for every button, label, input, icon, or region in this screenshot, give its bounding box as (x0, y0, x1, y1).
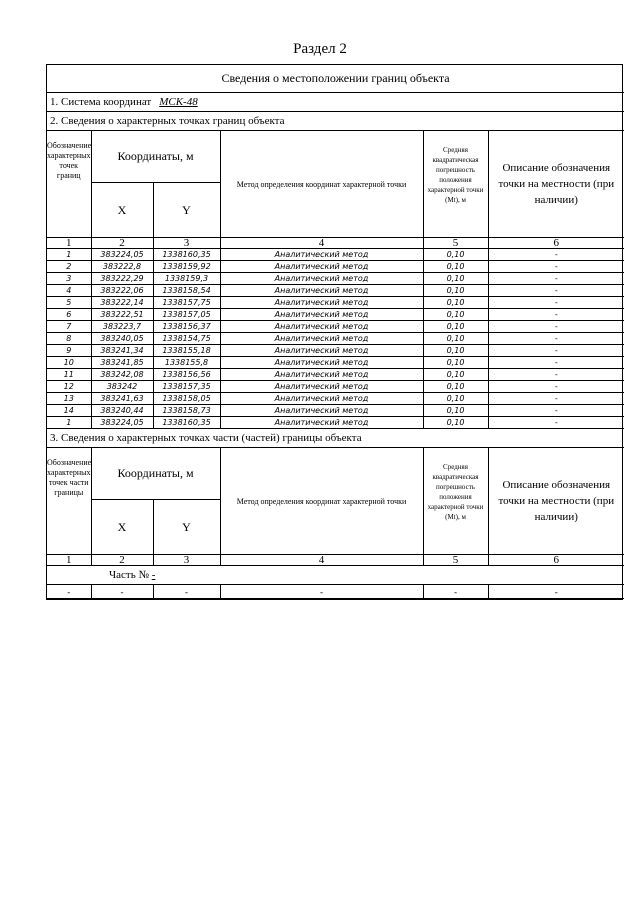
point-description: - (488, 345, 624, 357)
part-method-header: Метод определения координат характерной точки (220, 448, 423, 555)
point-x: 383222,51 (91, 309, 153, 321)
point-number: 8 (47, 333, 91, 345)
part-line (47, 566, 624, 585)
point-method: Аналитический метод (220, 417, 423, 429)
point-x: 383241,85 (91, 357, 153, 369)
column-number: 4 (220, 555, 423, 566)
table-row (47, 261, 624, 273)
error-header: Средняя квадратическая погрешность положения характерной точки (Mt), м (423, 131, 488, 238)
part-cell: - (153, 585, 220, 599)
point-description: - (488, 285, 624, 297)
point-y: 1338157,05 (153, 309, 220, 321)
y-header: Y (153, 183, 220, 238)
column-number: 4 (220, 238, 423, 249)
point-number: 13 (47, 393, 91, 405)
boundary-table-frame (46, 64, 623, 600)
point-x: 383240,05 (91, 333, 153, 345)
point-error: 0,10 (423, 405, 488, 417)
point-error: 0,10 (423, 321, 488, 333)
point-description: - (488, 357, 624, 369)
point-number: 11 (47, 369, 91, 381)
point-method: Аналитический метод (220, 249, 423, 261)
point-error: 0,10 (423, 357, 488, 369)
point-x: 383222,8 (91, 261, 153, 273)
point-number: 6 (47, 309, 91, 321)
part-coordinates-header: Координаты, м (91, 448, 220, 500)
point-error: 0,10 (423, 345, 488, 357)
point-method: Аналитический метод (220, 381, 423, 393)
table-row (47, 321, 624, 333)
column-number: 1 (47, 555, 91, 566)
part-label: Часть № (109, 569, 149, 581)
table-row (47, 381, 624, 393)
point-method: Аналитический метод (220, 309, 423, 321)
table-row (47, 249, 624, 261)
coord-system-label: 1. Система координат (50, 96, 152, 108)
point-description: - (488, 369, 624, 381)
point-method: Аналитический метод (220, 261, 423, 273)
point-number: 1 (47, 417, 91, 429)
point-description: - (488, 321, 624, 333)
part-error-header: Средняя квадратическая погрешность положения характерной точки (Mt), м (423, 448, 488, 555)
table-row (47, 285, 624, 297)
point-x: 383222,14 (91, 297, 153, 309)
point-error: 0,10 (423, 261, 488, 273)
point-number: 1 (47, 249, 91, 261)
point-method: Аналитический метод (220, 393, 423, 405)
column-number: 3 (153, 555, 220, 566)
table-row (47, 417, 624, 429)
part-cell: - (91, 585, 153, 599)
point-number: 7 (47, 321, 91, 333)
point-y: 1338155,18 (153, 345, 220, 357)
section1-title: 2. Сведения о характерных точках границ объекта (47, 112, 624, 131)
part-y-header: Y (153, 500, 220, 555)
point-error: 0,10 (423, 333, 488, 345)
point-y: 1338159,3 (153, 273, 220, 285)
column-number: 6 (488, 238, 624, 249)
part-x-header: X (91, 500, 153, 555)
part-description-header: Описание обозначения точки на местности (при наличии) (488, 448, 624, 555)
point-number: 4 (47, 285, 91, 297)
table-row (47, 369, 624, 381)
point-y: 1338154,75 (153, 333, 220, 345)
column-number: 2 (91, 555, 153, 566)
part-cell: - (488, 585, 624, 599)
point-y: 1338157,75 (153, 297, 220, 309)
point-description: - (488, 381, 624, 393)
table-row (47, 393, 624, 405)
part-cell: - (220, 585, 423, 599)
point-x: 383241,63 (91, 393, 153, 405)
part-cell: - (47, 585, 91, 599)
x-header: X (91, 183, 153, 238)
section-title: Раздел 2 (293, 41, 347, 57)
point-description: - (488, 261, 624, 273)
point-description: - (488, 309, 624, 321)
description-header: Описание обозначения точки на местности (при наличии) (488, 131, 624, 238)
point-method: Аналитический метод (220, 273, 423, 285)
point-y: 1338156,37 (153, 321, 220, 333)
table-row (47, 333, 624, 345)
table-row (47, 273, 624, 285)
point-method: Аналитический метод (220, 369, 423, 381)
table-row (47, 297, 624, 309)
point-error: 0,10 (423, 273, 488, 285)
point-error: 0,10 (423, 249, 488, 261)
point-x: 383241,34 (91, 345, 153, 357)
coord-system-value: МСК-48 (159, 96, 198, 108)
point-description: - (488, 249, 624, 261)
point-x: 383222,29 (91, 273, 153, 285)
point-method: Аналитический метод (220, 285, 423, 297)
point-number: 3 (47, 273, 91, 285)
column-number: 6 (488, 555, 624, 566)
point-x: 383224,05 (91, 417, 153, 429)
point-y: 1338155,8 (153, 357, 220, 369)
point-x: 383240,44 (91, 405, 153, 417)
point-y: 1338160,35 (153, 249, 220, 261)
column-number: 3 (153, 238, 220, 249)
point-error: 0,10 (423, 417, 488, 429)
part-cell: - (423, 585, 488, 599)
point-description: - (488, 405, 624, 417)
point-y: 1338160,35 (153, 417, 220, 429)
point-x: 383222,06 (91, 285, 153, 297)
point-method: Аналитический метод (220, 333, 423, 345)
point-description: - (488, 273, 624, 285)
point-description: - (488, 393, 624, 405)
point-x: 383223,7 (91, 321, 153, 333)
part-value: - (151, 569, 156, 581)
point-y: 1338156,56 (153, 369, 220, 381)
point-number: 12 (47, 381, 91, 393)
point-error: 0,10 (423, 369, 488, 381)
point-number: 5 (47, 297, 91, 309)
table-title: Сведения о местоположении границ объекта (47, 65, 624, 93)
point-y: 1338158,73 (153, 405, 220, 417)
point-error: 0,10 (423, 381, 488, 393)
point-y: 1338158,05 (153, 393, 220, 405)
point-x: 383242 (91, 381, 153, 393)
section2-title: 3. Сведения о характерных точках части (частей) границы объекта (47, 429, 624, 448)
point-error: 0,10 (423, 393, 488, 405)
point-description: - (488, 333, 624, 345)
method-header: Метод определения координат характерной точки (220, 131, 423, 238)
point-method: Аналитический метод (220, 297, 423, 309)
column-number: 5 (423, 238, 488, 249)
table-row (47, 309, 624, 321)
point-method: Аналитический метод (220, 345, 423, 357)
point-description: - (488, 297, 624, 309)
designation-header: Обозначение характерных точек границ (47, 131, 91, 238)
column-number: 2 (91, 238, 153, 249)
point-description: - (488, 417, 624, 429)
coord-system-line (47, 93, 624, 112)
point-x: 383224,05 (91, 249, 153, 261)
point-method: Аналитический метод (220, 321, 423, 333)
part-column-numbers-row (47, 555, 624, 566)
point-error: 0,10 (423, 309, 488, 321)
point-number: 2 (47, 261, 91, 273)
coordinates-header: Координаты, м (91, 131, 220, 183)
point-method: Аналитический метод (220, 357, 423, 369)
point-y: 1338157,35 (153, 381, 220, 393)
part-data-row (47, 585, 624, 599)
column-number: 5 (423, 555, 488, 566)
point-error: 0,10 (423, 297, 488, 309)
boundary-table (47, 65, 624, 599)
column-numbers-row (47, 238, 624, 249)
point-y: 1338158,54 (153, 285, 220, 297)
part-row (47, 566, 624, 585)
point-x: 383242,08 (91, 369, 153, 381)
point-method: Аналитический метод (220, 405, 423, 417)
point-number: 9 (47, 345, 91, 357)
column-number: 1 (47, 238, 91, 249)
table-row (47, 405, 624, 417)
table-row (47, 345, 624, 357)
part-designation-header: Обозначение характерных точек части границы (47, 448, 91, 555)
table-row (47, 357, 624, 369)
point-number: 14 (47, 405, 91, 417)
point-y: 1338159,92 (153, 261, 220, 273)
point-error: 0,10 (423, 285, 488, 297)
point-number: 10 (47, 357, 91, 369)
